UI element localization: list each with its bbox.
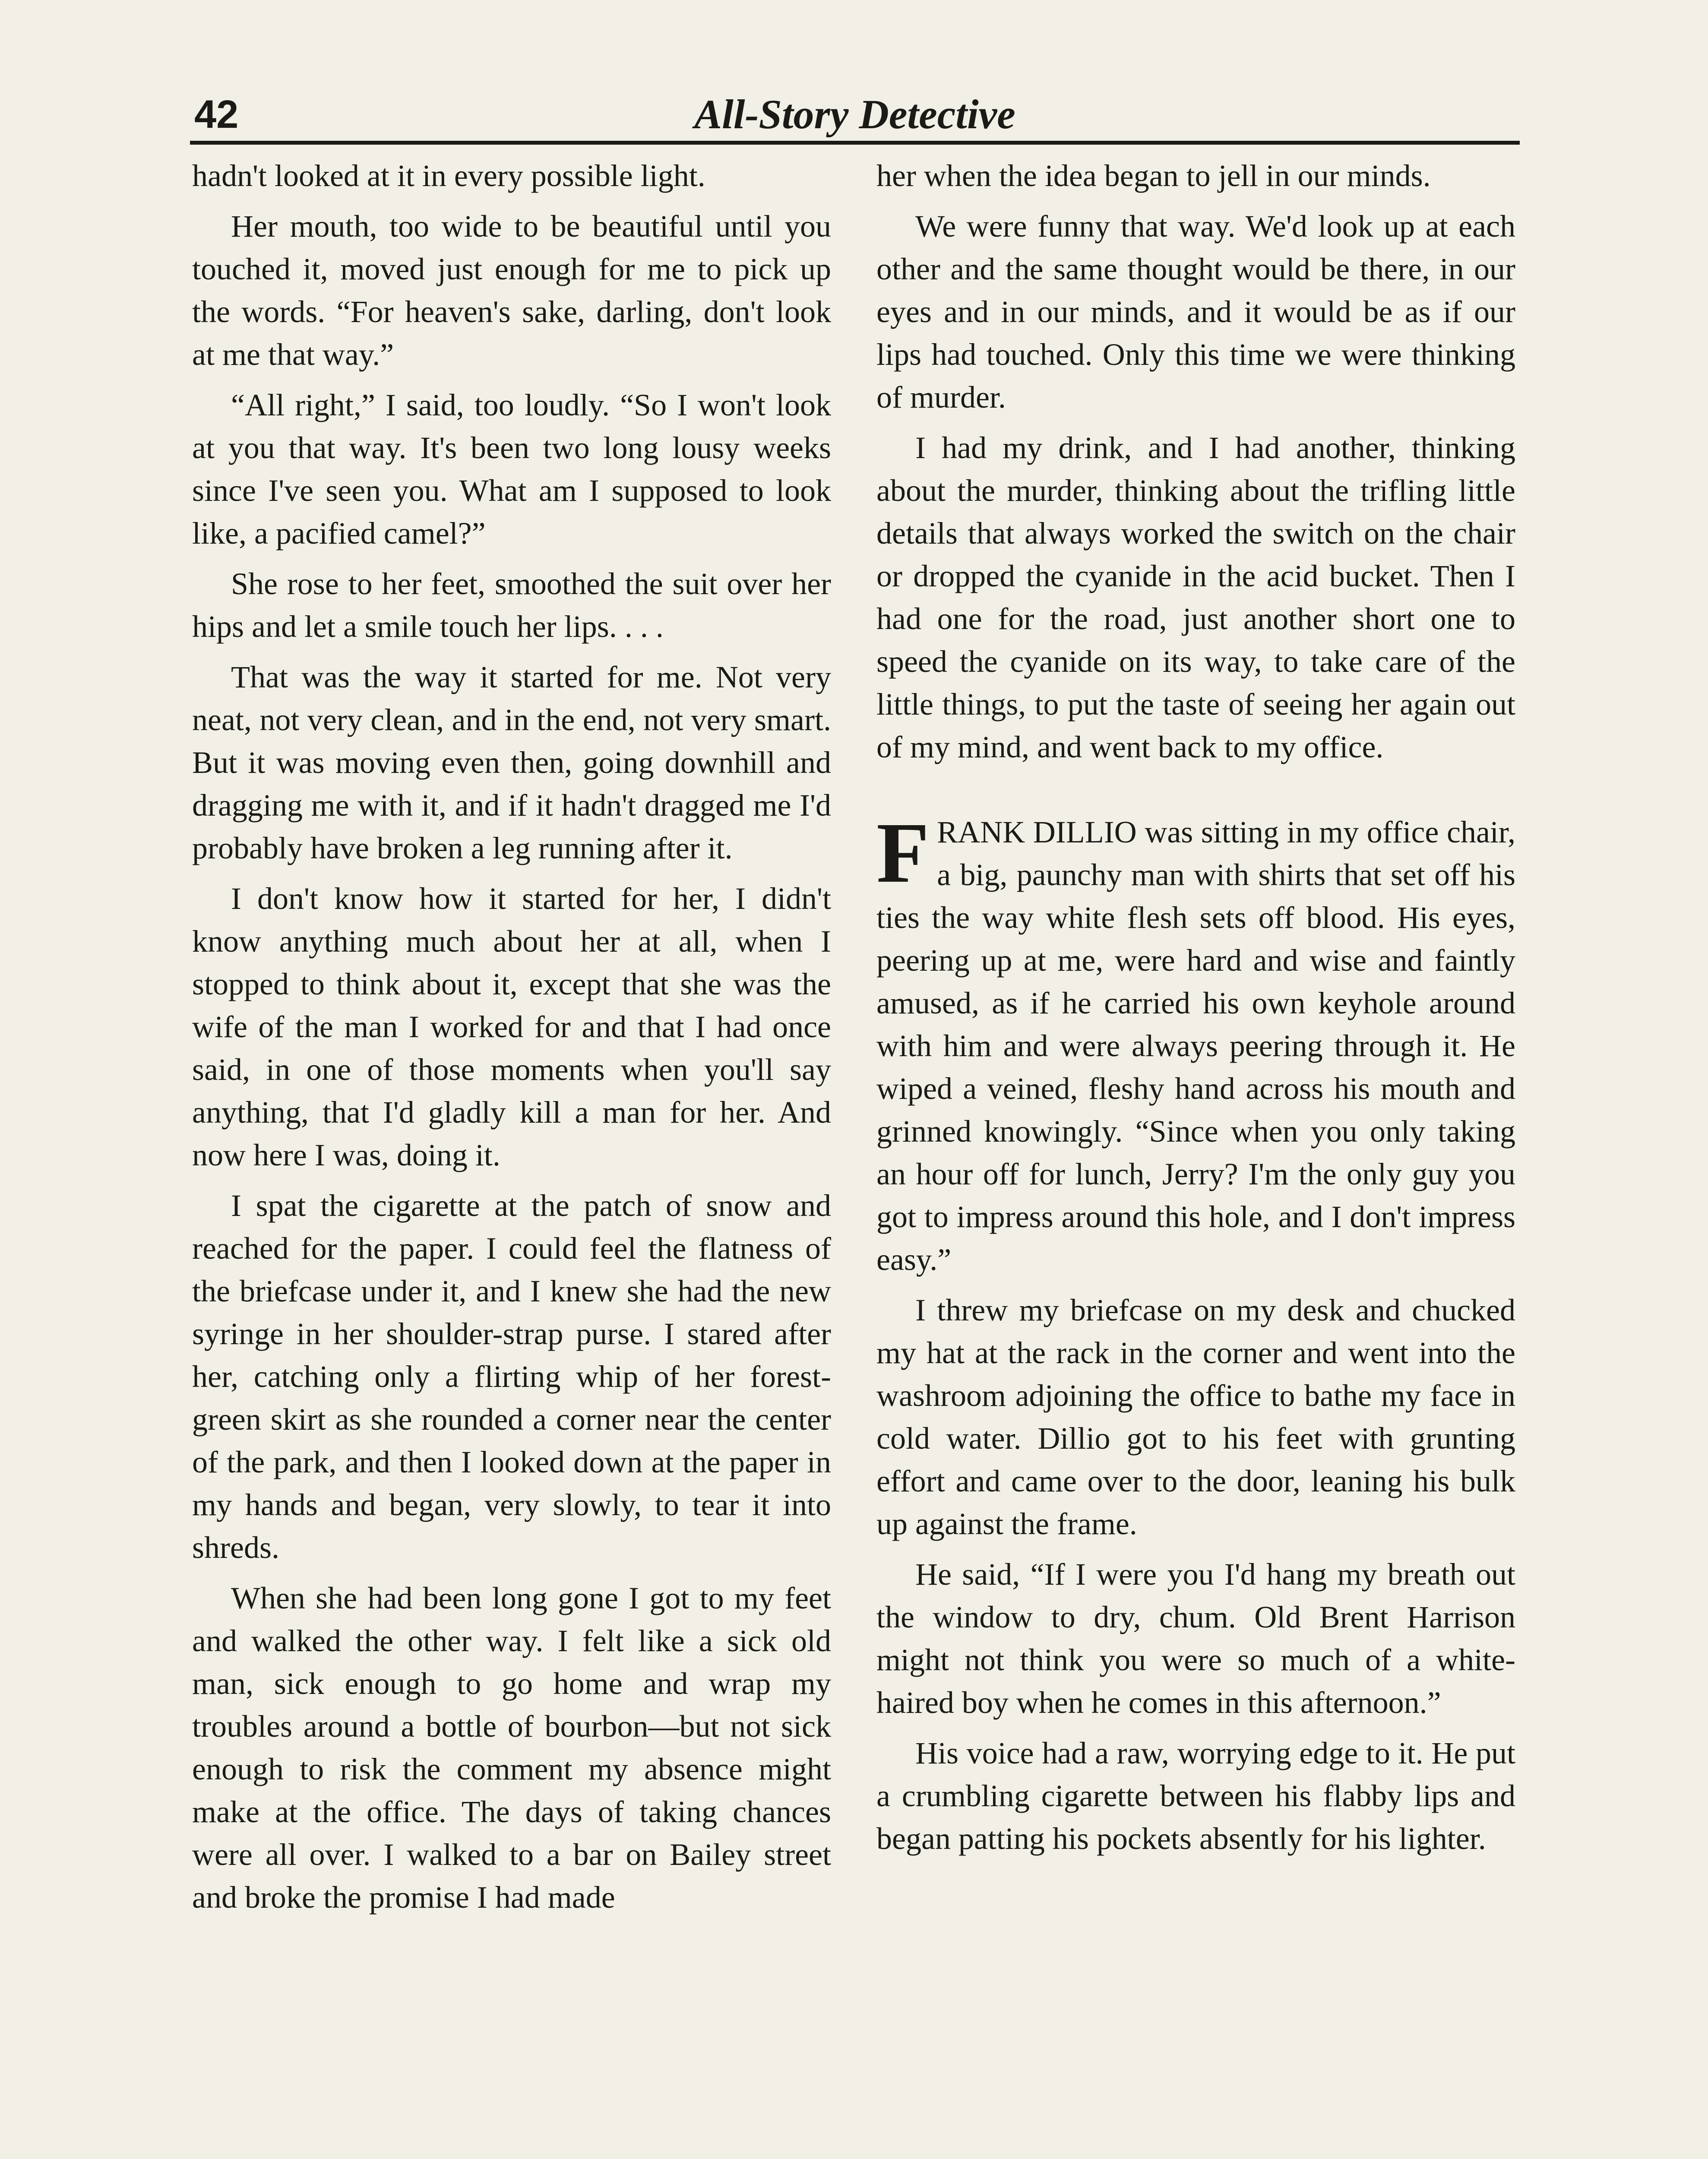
section-break bbox=[876, 776, 1515, 811]
paragraph: His voice had a raw, worrying edge to it. He put a crumbling cigarette between his flabby lips and began patting his pockets absently for his lighter. bbox=[876, 1736, 1515, 1856]
paragraph: her when the idea began to jell in our minds. bbox=[876, 158, 1431, 193]
page-header bbox=[190, 89, 1520, 140]
paragraph: hadn't looked at it in every possible light. bbox=[192, 158, 705, 193]
header-rule bbox=[190, 141, 1520, 145]
drop-cap: F bbox=[876, 805, 930, 901]
paragraph: I spat the cigarette at the patch of snow and reached for the paper. I could feel the flatness of the briefcase under it, and I knew she had the new syringe in her shoulder-strap purse. I stared after her, catching only a flirting whip of her forest-green skirt as she rounded a corner near the center of the park, and then I looked down at the paper in my hands and began, very slowly, to tear it into shreds. bbox=[192, 1188, 831, 1565]
section-opening-text: RANK DILLIO was sitting in my office chair, a big, paunchy man with shirts that set off his ties the way white flesh sets off blood. His eyes, peering up at me, were hard and wise and faintly amused, as if he carried his own keyhole around with him and were always peering through it. He wiped a veined, fleshy hand across his mouth and grinned knowingly. “Since when you only taking an hour off for lunch, Jerry? I'm the only guy you got to impress around this hole, and I don't impress easy.” bbox=[876, 815, 1515, 1277]
section-opening-paragraph bbox=[876, 805, 1515, 1281]
right-column bbox=[876, 155, 1515, 1868]
left-column bbox=[192, 155, 831, 1927]
paragraph: He said, “If I were you I'd hang my breath out the window to dry, chum. Old Brent Harrison might not think you were so much of a white-haired boy when he comes in this afternoon.” bbox=[876, 1557, 1515, 1720]
paragraph: I threw my briefcase on my desk and chucked my hat at the rack in the corner and went into the washroom adjoining the office to bathe my face in cold water. Dillio got to his feet with grunting effort and came over to the door, leaning his bulk up against the frame. bbox=[876, 1293, 1515, 1541]
magazine-title: All-Story Detective bbox=[694, 91, 1015, 137]
paragraph: Her mouth, too wide to be beautiful until you touched it, moved just enough for me to pick up the words. “For heaven's sake, darling, don't look at me that way.” bbox=[192, 209, 831, 372]
paragraph: I had my drink, and I had another, thinking about the murder, thinking about the trifling little details that always worked the switch on the chair or dropped the cyanide in the acid bucket. Then I had one for the road, just another short one to speed the cyanide on its way, to take care of the little things, to put the taste of seeing her again out of my mind, and went back to my office. bbox=[876, 431, 1515, 764]
paragraph: When she had been long gone I got to my feet and walked the other way. I felt like a sick old man, sick enough to go home and wrap my troubles around a bottle of bourbon—but not sick enough to risk the comment my absence might make at the office. The days of taking chances were all over. I walked to a bar on Bailey street and broke the promise I had made bbox=[192, 1581, 831, 1915]
paragraph: “All right,” I said, too loudly. “So I won't look at you that way. It's been two long lousy weeks since I've seen you. What am I supposed to look like, a pacified camel?” bbox=[192, 388, 831, 551]
paragraph: I don't know how it started for her, I didn't know anything much about her at all, when I stopped to think about it, except that she was the wife of the man I worked for and that I had once said, in one of those moments when you'll say anything, that I'd gladly kill a man for her. And now here I was, doing it. bbox=[192, 881, 831, 1172]
paragraph: We were funny that way. We'd look up at each other and the same thought would be there, in our eyes and in our minds, and it would be as if our lips had touched. Only this time we were thinking of murder. bbox=[876, 209, 1515, 415]
paragraph: She rose to her feet, smoothed the suit over her hips and let a smile touch her lips. . . . bbox=[192, 567, 831, 644]
page-number: 42 bbox=[194, 92, 239, 136]
paragraph: That was the way it started for me. Not very neat, not very clean, and in the end, not very smart. But it was moving even then, going downhill and dragging me with it, and if it hadn't dragged me I'd probably have broken a leg running after it. bbox=[192, 660, 831, 865]
